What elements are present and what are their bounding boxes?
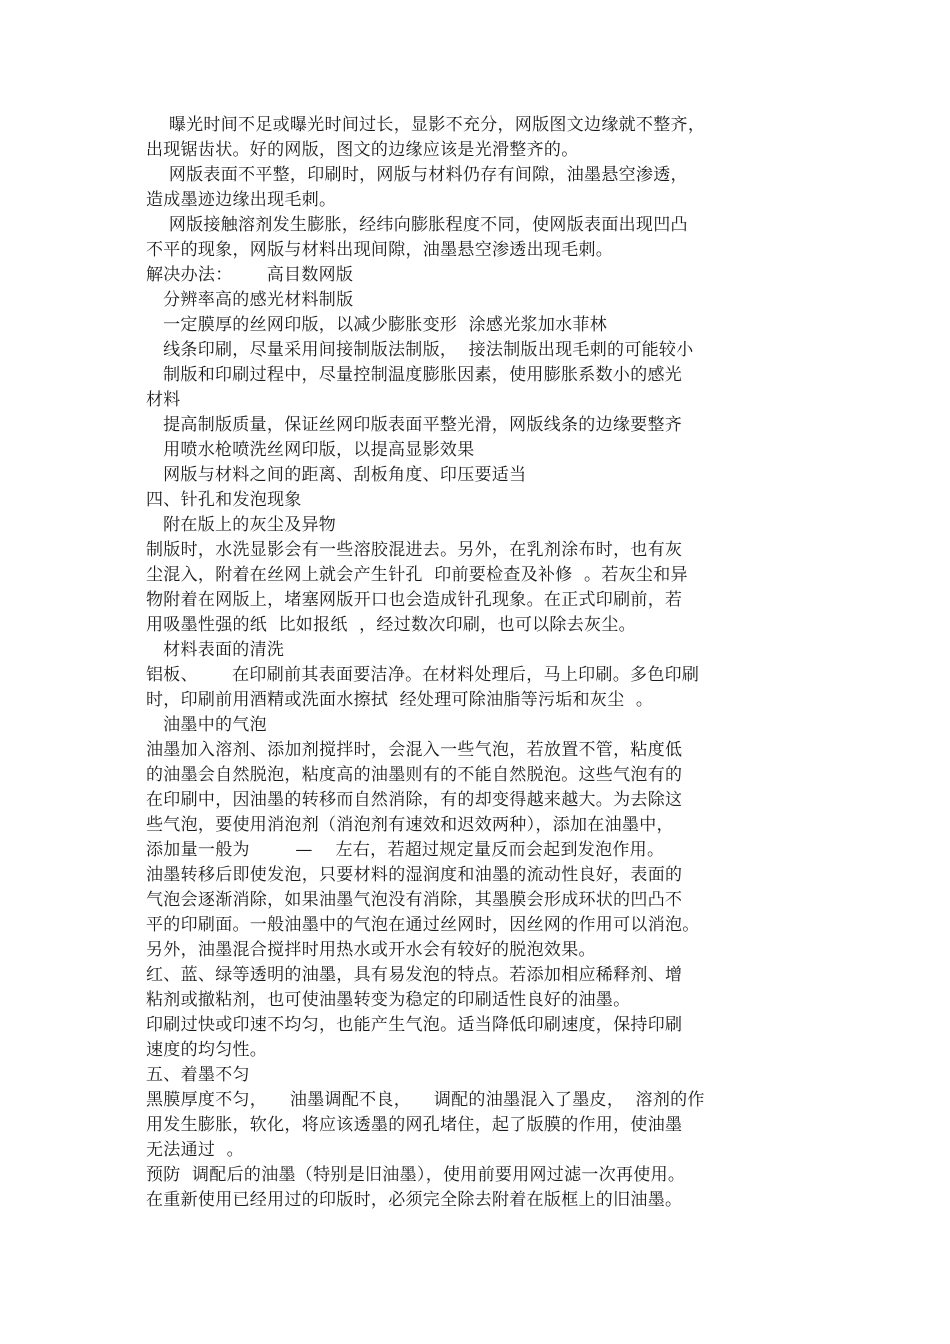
- subsection-heading: 油墨中的气泡: [146, 715, 267, 735]
- text-line: 曝光时间不足或曝光时间过长，显影不充分，网版图文边缘就不整齐，: [146, 115, 706, 135]
- subsection-heading: 附在版上的灰尘及异物: [146, 515, 337, 535]
- text-line: 红、蓝、绿等透明的油墨，具有易发泡的特点。若添加相应稀释剂、增: [146, 965, 683, 985]
- text-line: 网版与材料之间的距离、刮板角度、印压要适当: [146, 465, 527, 485]
- subsection-heading: 材料表面的清洗: [146, 640, 285, 660]
- text-line: 网版表面不平整，印刷时，网版与材料仍存有间隙，油墨悬空渗透，: [146, 165, 688, 185]
- text-line: 制版时，水洗显影会有一些溶胶混进去。另外，在乳剂涂布时，也有灰: [146, 540, 683, 560]
- section-heading: 五、着墨不匀: [146, 1065, 250, 1085]
- text-line: 另外，油墨混合搅拌时用热水或开水会有较好的脱泡效果。: [146, 940, 596, 960]
- text-line: 材料: [146, 390, 181, 410]
- text-line: 提高制版质量，保证丝网印版表面平整光滑，网版线条的边缘要整齐: [146, 415, 683, 435]
- text-line: 预防 调配后的油墨（特别是旧油墨），使用前要用网过滤一次再使用。: [146, 1165, 686, 1185]
- text-line: 物附着在网版上，堵塞网版开口也会造成针孔现象。在正式印刷前，若: [146, 590, 683, 610]
- text-line: 一定膜厚的丝网印版，以减少膨胀变形 涂感光浆加水菲林: [146, 315, 608, 335]
- text-line: 用吸墨性强的纸 比如报纸 ，经过数次印刷，也可以除去灰尘。: [146, 615, 636, 635]
- text-line: 用喷水枪喷洗丝网印版，以提高显影效果: [146, 440, 475, 460]
- text-line: 气泡会逐渐消除，如果油墨气泡没有消除，其墨膜会形成环状的凹凸不: [146, 890, 683, 910]
- text-line: 在印刷中，因油墨的转移而自然消除，有的却变得越来越大。为去除这: [146, 790, 683, 810]
- text-line: 铝板、 在印刷前其表面要洁净。在材料处理后，马上印刷。多色印刷: [146, 665, 700, 685]
- text-line: 尘混入，附着在丝网上就会产生针孔 印前要检查及补修 。若灰尘和异: [146, 565, 688, 585]
- text-line: 印刷过快或印速不均匀，也能产生气泡。适当降低印刷速度，保持印刷: [146, 1015, 683, 1035]
- text-line: 制版和印刷过程中，尽量控制温度膨胀因素，使用膨胀系数小的感光: [146, 365, 683, 385]
- text-line: 的油墨会自然脱泡，粘度高的油墨则有的不能自然脱泡。这些气泡有的: [146, 765, 683, 785]
- text-line: 油墨转移后即使发泡，只要材料的湿润度和油墨的流动性良好，表面的: [146, 865, 683, 885]
- text-line: 速度的均匀性。: [146, 1040, 268, 1060]
- text-line: 在重新使用已经用过的印版时，必须完全除去附着在版框上的旧油墨。: [146, 1190, 683, 1210]
- section-label: 解决办法： 高目数网版: [146, 265, 354, 285]
- section-heading: 四、针孔和发泡现象: [146, 490, 302, 510]
- text-line: 平的印刷面。一般油墨中的气泡在通过丝网时，因丝网的作用可以消泡。: [146, 915, 700, 935]
- text-line: 线条印刷，尽量采用间接制版法制版， 接法制版出现毛刺的可能较小: [146, 340, 694, 360]
- text-line: 出现锯齿状。好的网版，图文的边缘应该是光滑整齐的。: [146, 140, 579, 160]
- text-line: 造成墨迹边缘出现毛刺。: [146, 190, 337, 210]
- text-line: 粘剂或撤粘剂，也可使油墨转变为稳定的印刷适性良好的油墨。: [146, 990, 631, 1010]
- text-line: 分辨率高的感光材料制版: [146, 290, 354, 310]
- text-line: 油墨加入溶剂、添加剂搅拌时，会混入一些气泡，若放置不管，粘度低: [146, 740, 683, 760]
- text-line: 不平的现象，网版与材料出现间隙，油墨悬空渗透出现毛刺。: [146, 240, 614, 260]
- text-line: 网版接触溶剂发生膨胀，经纬向膨胀程度不同，使网版表面出现凹凸: [146, 215, 688, 235]
- text-line: 些气泡，要使用消泡剂（消泡剂有速效和迟效两种），添加在油墨中，: [146, 815, 674, 835]
- text-line: 无法通过 。: [146, 1140, 244, 1160]
- text-line: 添加量一般为 — 左右，若超过规定量反而会起到发泡作用。: [146, 840, 665, 860]
- text-line: 黑膜厚度不匀， 油墨调配不良， 调配的油墨混入了墨皮， 溶剂的作: [146, 1090, 705, 1110]
- text-line: 时，印刷前用酒精或洗面水擦拭 经处理可除油脂等污垢和灰尘 。: [146, 690, 654, 710]
- text-line: 用发生膨胀，软化，将应该透墨的网孔堵住，起了版膜的作用，使油墨: [146, 1115, 683, 1135]
